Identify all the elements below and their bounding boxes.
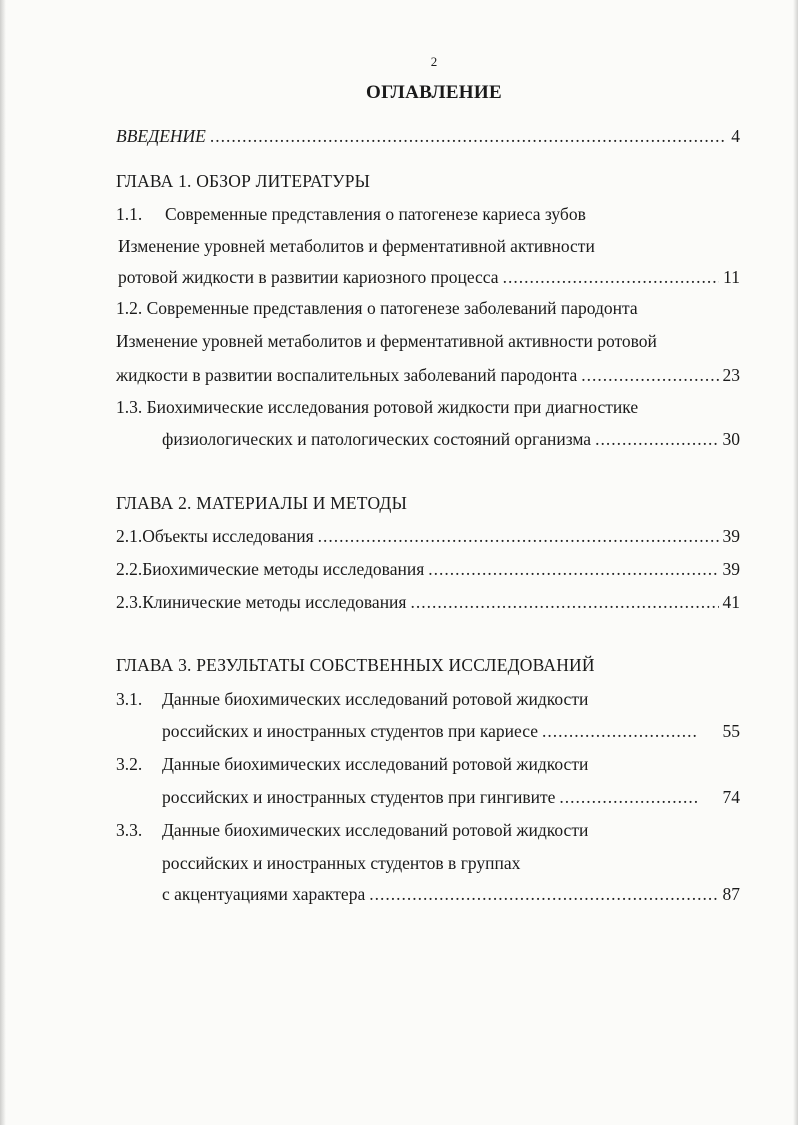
chapter-3-heading[interactable]: ГЛАВА 3. РЕЗУЛЬТАТЫ СОБСТВЕННЫХ ИССЛЕДОВАНИЙ [116,655,595,675]
page-edge-left [0,0,6,1125]
section-number: 2.3. [116,592,143,612]
section-title-end: с акцентуациями характера [162,884,366,904]
page-edge-right [793,0,798,1125]
section-title: Данные биохимических исследований ротовой жидкости [162,754,589,774]
dot-leader [595,428,718,450]
section-1-1-line-2: Изменение уровней метаболитов и ферментативной активности [118,236,595,256]
dot-leader [210,125,727,147]
dot-leader [581,364,718,386]
toc-entry-label: ВВЕДЕНИЕ [116,126,206,146]
section-2-1[interactable] [116,525,740,547]
section-1-3-line-1[interactable]: 1.3. Биохимические исследования ротовой жидкости при диагностике [116,397,639,417]
page-number: 2 [430,54,438,69]
section-title-end: российских и иностранных студентов при гингивите [162,787,556,807]
section-title: Данные биохимических исследований ротовой жидкости [162,820,589,840]
section-number: 3.1. [116,689,143,709]
toc-entry-page: 4 [731,126,740,146]
section-1-2-line-3[interactable] [116,364,740,386]
dot-leader [318,525,719,547]
toc-title: ОГЛАВЛЕНИЕ [366,82,502,103]
section-3-2-line-2[interactable] [162,786,740,808]
section-3-1-line-1[interactable] [116,688,588,710]
toc-entry-page: 30 [722,429,740,449]
section-1-3-line-2[interactable] [162,428,740,450]
section-title: Объекты исследования [142,526,314,546]
section-title: Данные биохимических исследований ротовой жидкости [162,689,589,709]
section-title: Современные представления о патогенезе кариеса зубов [165,204,586,224]
section-3-1-line-2[interactable] [162,720,740,742]
section-1-2-line-2: Изменение уровней метаболитов и ферментативной активности ротовой [116,331,657,351]
toc-entry-page: 41 [722,592,740,612]
toc-entry-page: 23 [722,365,740,385]
section-title-end: жидкости в развитии воспалительных заболеваний пародонта [116,365,578,385]
section-3-3-line-1[interactable] [116,819,588,841]
dot-leader [428,558,718,580]
chapter-1-heading[interactable]: ГЛАВА 1. ОБЗОР ЛИТЕРАТУРЫ [116,171,371,191]
chapter-2-heading[interactable]: ГЛАВА 2. МАТЕРИАЛЫ И МЕТОДЫ [116,493,408,513]
toc-entry-page: 74 [722,787,740,807]
section-1-2-line-1[interactable]: 1.2. Современные представления о патогенезе заболеваний пародонта [116,298,638,318]
dot-leader [542,720,699,742]
section-title-end: российских и иностранных студентов при кариесе [162,721,538,741]
section-3-2-line-1[interactable] [116,753,588,775]
toc-entry-page: 55 [722,721,740,741]
dot-leader [503,266,720,288]
toc-entry-page: 11 [723,267,740,287]
section-title-end: ротовой жидкости в развитии кариозного процесса [118,267,499,287]
section-number: 1.1. [116,204,143,224]
dot-leader [410,591,718,613]
toc-entry-page: 87 [722,884,740,904]
section-2-2[interactable] [116,558,740,580]
toc-entry-intro[interactable] [116,125,740,147]
section-title: Клинические методы исследования [142,592,407,612]
section-title: Биохимические методы исследования [142,559,425,579]
section-2-3[interactable] [116,591,740,613]
section-1-1-line-3[interactable] [118,266,740,288]
dot-leader [559,786,698,808]
toc-entry-page: 39 [722,526,740,546]
section-number: 2.1. [116,526,143,546]
toc-entry-page: 39 [722,559,740,579]
section-number: 3.2. [116,754,143,774]
dot-leader [369,883,718,905]
section-3-3-line-2: российских и иностранных студентов в группах [162,853,521,873]
section-number: 2.2. [116,559,143,579]
section-3-3-line-3[interactable] [162,883,740,905]
section-title-end: физиологических и патологических состояний организма [162,429,592,449]
section-1-1-line-1[interactable] [116,203,586,225]
section-number: 3.3. [116,820,143,840]
